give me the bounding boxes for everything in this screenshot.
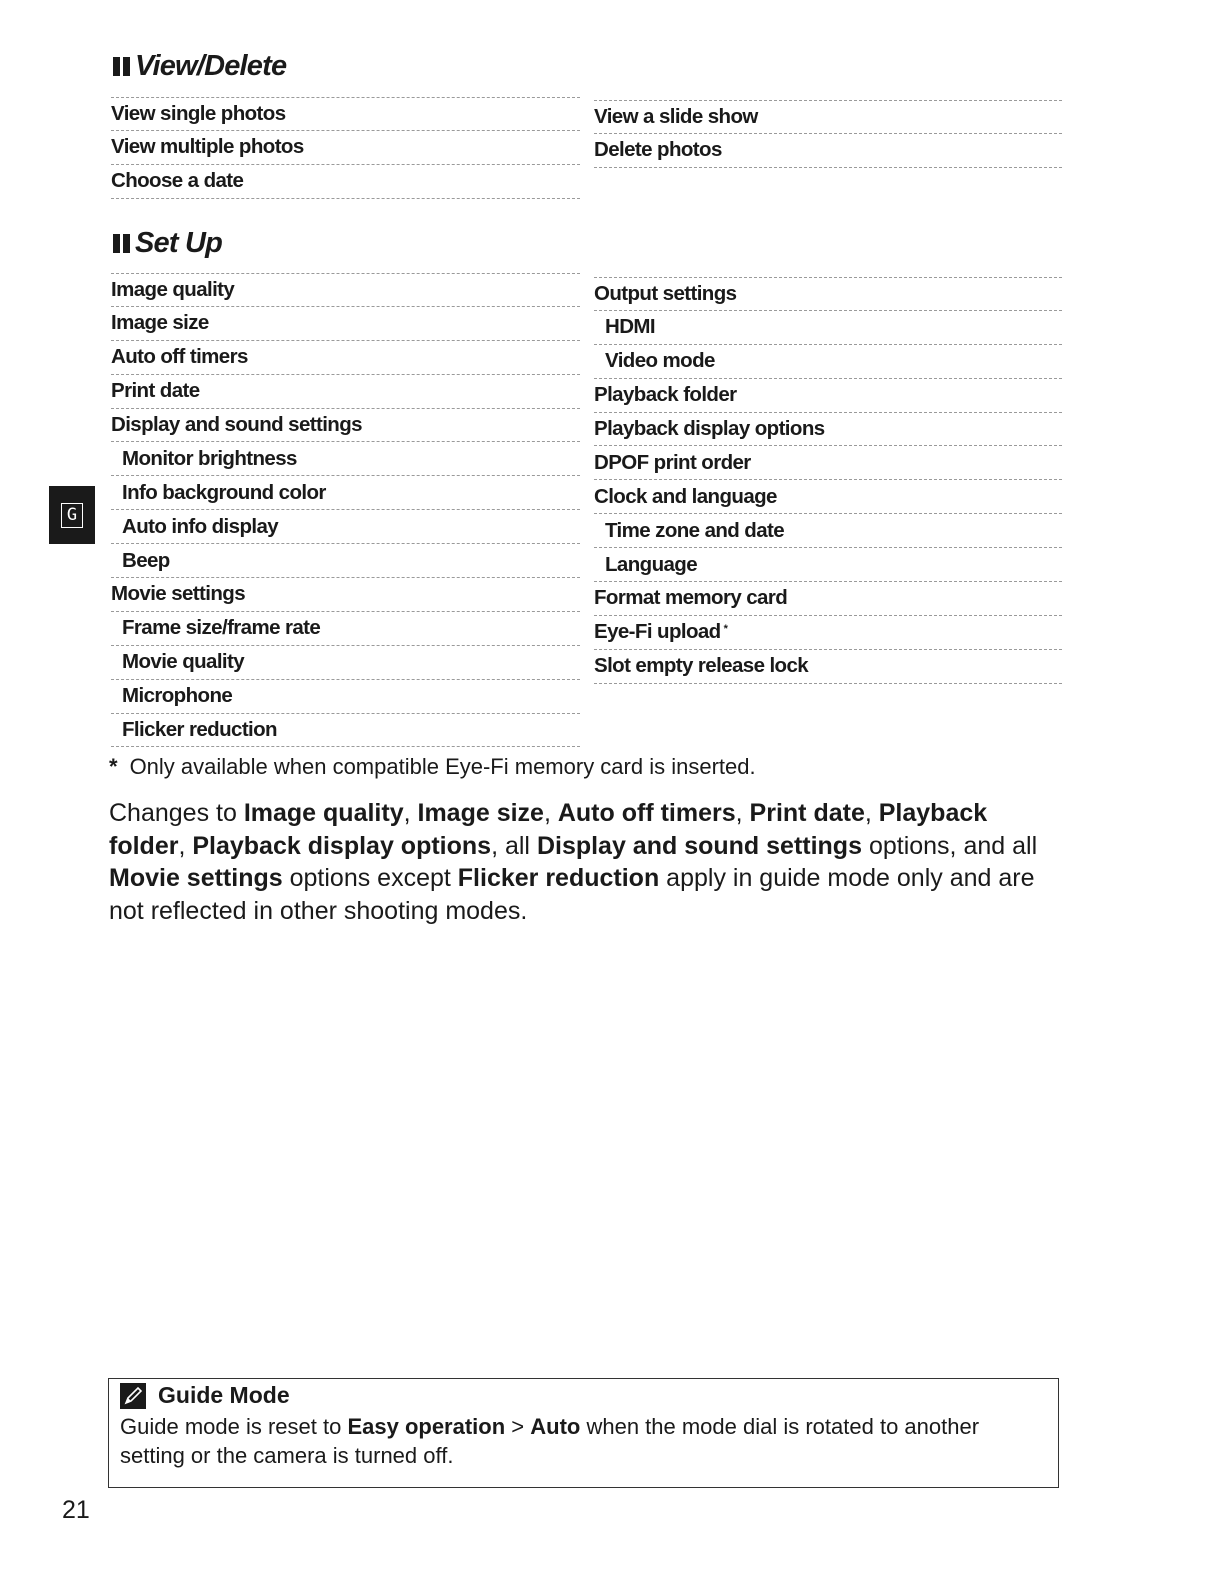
menu-item-label: Beep bbox=[122, 548, 170, 572]
note-title: Guide Mode bbox=[158, 1382, 290, 1408]
menu-item-label: Movie quality bbox=[122, 650, 245, 674]
set-up-title: Set Up bbox=[135, 227, 223, 259]
set-up-left-column bbox=[111, 273, 580, 747]
menu-item-label: Print date bbox=[111, 379, 200, 403]
set-up-right-column bbox=[594, 277, 1062, 684]
footnote-reference-mark: * bbox=[723, 623, 728, 636]
menu-item-video-mode bbox=[594, 345, 1062, 379]
footnote bbox=[109, 754, 756, 780]
menu-item-playback-display-options bbox=[594, 413, 1062, 447]
menu-item-label: Auto off timers bbox=[111, 345, 248, 369]
menu-item-eye-fi-upload bbox=[594, 616, 1062, 650]
menu-item-auto-info-display bbox=[111, 510, 580, 544]
menu-item-label: Microphone bbox=[122, 684, 233, 708]
view-delete-right-column bbox=[594, 100, 1062, 168]
menu-item-label: Playback folder bbox=[594, 383, 737, 407]
menu-item-delete-photos bbox=[594, 134, 1062, 168]
menu-item-print-date bbox=[111, 375, 580, 409]
menu-item-auto-off-timers bbox=[111, 341, 580, 375]
menu-item-info-background-color bbox=[111, 476, 580, 510]
menu-item-label: Frame size/frame rate bbox=[122, 616, 321, 640]
menu-item-view-a-slide-show bbox=[594, 100, 1062, 134]
menu-item-beep bbox=[111, 544, 580, 578]
text-run: options except bbox=[282, 864, 458, 892]
menu-item-flicker-reduction bbox=[111, 714, 580, 748]
menu-item-label: Playback display options bbox=[594, 417, 825, 440]
bold-term: Auto bbox=[530, 1414, 581, 1439]
menu-item-label: Eye-Fi upload bbox=[594, 620, 721, 644]
text-run: options, and all bbox=[862, 831, 1038, 860]
menu-item-label: Info background color bbox=[122, 480, 326, 504]
guide-mode-paragraph bbox=[109, 797, 1069, 927]
text-run: , bbox=[178, 831, 193, 860]
note-body bbox=[120, 1412, 1048, 1470]
menu-item-label: Flicker reduction bbox=[122, 718, 277, 742]
menu-item-label: Auto info display bbox=[122, 514, 279, 538]
guide-tab-letter: G bbox=[61, 503, 83, 528]
section-marker-icon bbox=[113, 234, 130, 253]
bold-term: Movie settings bbox=[109, 864, 283, 892]
menu-item-playback-folder bbox=[594, 379, 1062, 413]
section-marker-icon bbox=[113, 57, 130, 76]
menu-item-label: HDMI bbox=[605, 315, 655, 339]
bold-term: Playback display options bbox=[192, 831, 492, 860]
menu-item-label: Format memory card bbox=[594, 586, 788, 610]
text-run: Changes to bbox=[109, 799, 244, 827]
menu-item-label: Clock and language bbox=[594, 484, 777, 508]
text-run: , bbox=[543, 799, 558, 827]
menu-item-label: Display and sound settings bbox=[111, 413, 362, 436]
menu-item-monitor-brightness bbox=[111, 442, 580, 476]
menu-item-slot-empty-release-lock bbox=[594, 650, 1062, 684]
menu-item-image-quality bbox=[111, 273, 580, 307]
menu-item-label: Monitor brightness bbox=[122, 446, 297, 470]
bold-term: Image quality bbox=[243, 799, 404, 827]
menu-item-choose-a-date bbox=[111, 165, 580, 199]
menu-item-microphone bbox=[111, 680, 580, 714]
menu-item-label: Video mode bbox=[605, 349, 715, 373]
menu-item-language bbox=[594, 548, 1062, 582]
menu-item-hdmi bbox=[594, 311, 1062, 345]
bold-term: Image size bbox=[417, 799, 544, 827]
menu-item-clock-and-language bbox=[594, 480, 1062, 514]
menu-item-label: Slot empty release lock bbox=[594, 654, 809, 678]
menu-item-label: View a slide show bbox=[594, 104, 758, 128]
text-run: , all bbox=[491, 831, 537, 860]
text-run: , bbox=[403, 799, 418, 827]
footnote-text: Only available when compatible Eye-Fi memory card is inserted. bbox=[129, 754, 756, 779]
menu-item-label: Image quality bbox=[111, 277, 235, 301]
footnote-marker: * bbox=[109, 754, 118, 779]
text-run: apply in guide mode only and are not reflected in other shooting modes. bbox=[109, 864, 1035, 925]
menu-item-movie-settings bbox=[111, 578, 580, 612]
bold-term: Display and sound settings bbox=[536, 831, 862, 860]
menu-item-time-zone-and-date bbox=[594, 514, 1062, 548]
set-up-heading bbox=[113, 227, 222, 260]
menu-item-view-multiple-photos bbox=[111, 131, 580, 165]
note-title-row bbox=[120, 1382, 1048, 1409]
menu-item-frame-size-frame-rate bbox=[111, 612, 580, 646]
page-number: 21 bbox=[62, 1496, 90, 1524]
view-delete-left-column bbox=[111, 97, 580, 199]
text-run: when the mode dial is rotated to another setting or the camera is turned off. bbox=[120, 1414, 980, 1468]
menu-item-label: Image size bbox=[111, 311, 209, 335]
menu-item-label: View multiple photos bbox=[111, 135, 304, 159]
menu-item-label: Language bbox=[605, 552, 698, 576]
menu-item-label: Delete photos bbox=[594, 138, 722, 162]
bold-term: Print date bbox=[749, 799, 865, 827]
text-run: , bbox=[735, 799, 750, 827]
menu-item-label: View single photos bbox=[111, 101, 286, 125]
guide-section-tab bbox=[49, 486, 95, 544]
menu-item-display-and-sound-settings bbox=[111, 409, 580, 443]
menu-item-image-size bbox=[111, 307, 580, 341]
menu-item-label: Movie settings bbox=[111, 582, 245, 606]
menu-item-label: Time zone and date bbox=[605, 518, 785, 542]
menu-item-dpof-print-order bbox=[594, 446, 1062, 480]
view-delete-heading bbox=[113, 50, 286, 83]
menu-item-movie-quality bbox=[111, 646, 580, 680]
menu-item-view-single-photos bbox=[111, 97, 580, 131]
bold-term: Flicker reduction bbox=[457, 864, 660, 892]
text-run: , bbox=[864, 799, 879, 827]
text-run: Guide mode is reset to bbox=[120, 1414, 348, 1439]
pencil-note-icon bbox=[120, 1383, 146, 1409]
menu-item-output-settings bbox=[594, 277, 1062, 311]
menu-item-label: Output settings bbox=[594, 281, 737, 305]
bold-term: Playback folder bbox=[109, 799, 988, 860]
menu-item-label: DPOF print order bbox=[594, 450, 751, 474]
bold-term: Easy operation bbox=[347, 1414, 506, 1439]
text-run: > bbox=[505, 1414, 531, 1439]
view-delete-title: View/Delete bbox=[135, 50, 287, 82]
bold-term: Auto off timers bbox=[557, 799, 736, 827]
guide-mode-note bbox=[108, 1378, 1059, 1488]
menu-item-label: Choose a date bbox=[111, 169, 244, 193]
menu-item-format-memory-card bbox=[594, 582, 1062, 616]
